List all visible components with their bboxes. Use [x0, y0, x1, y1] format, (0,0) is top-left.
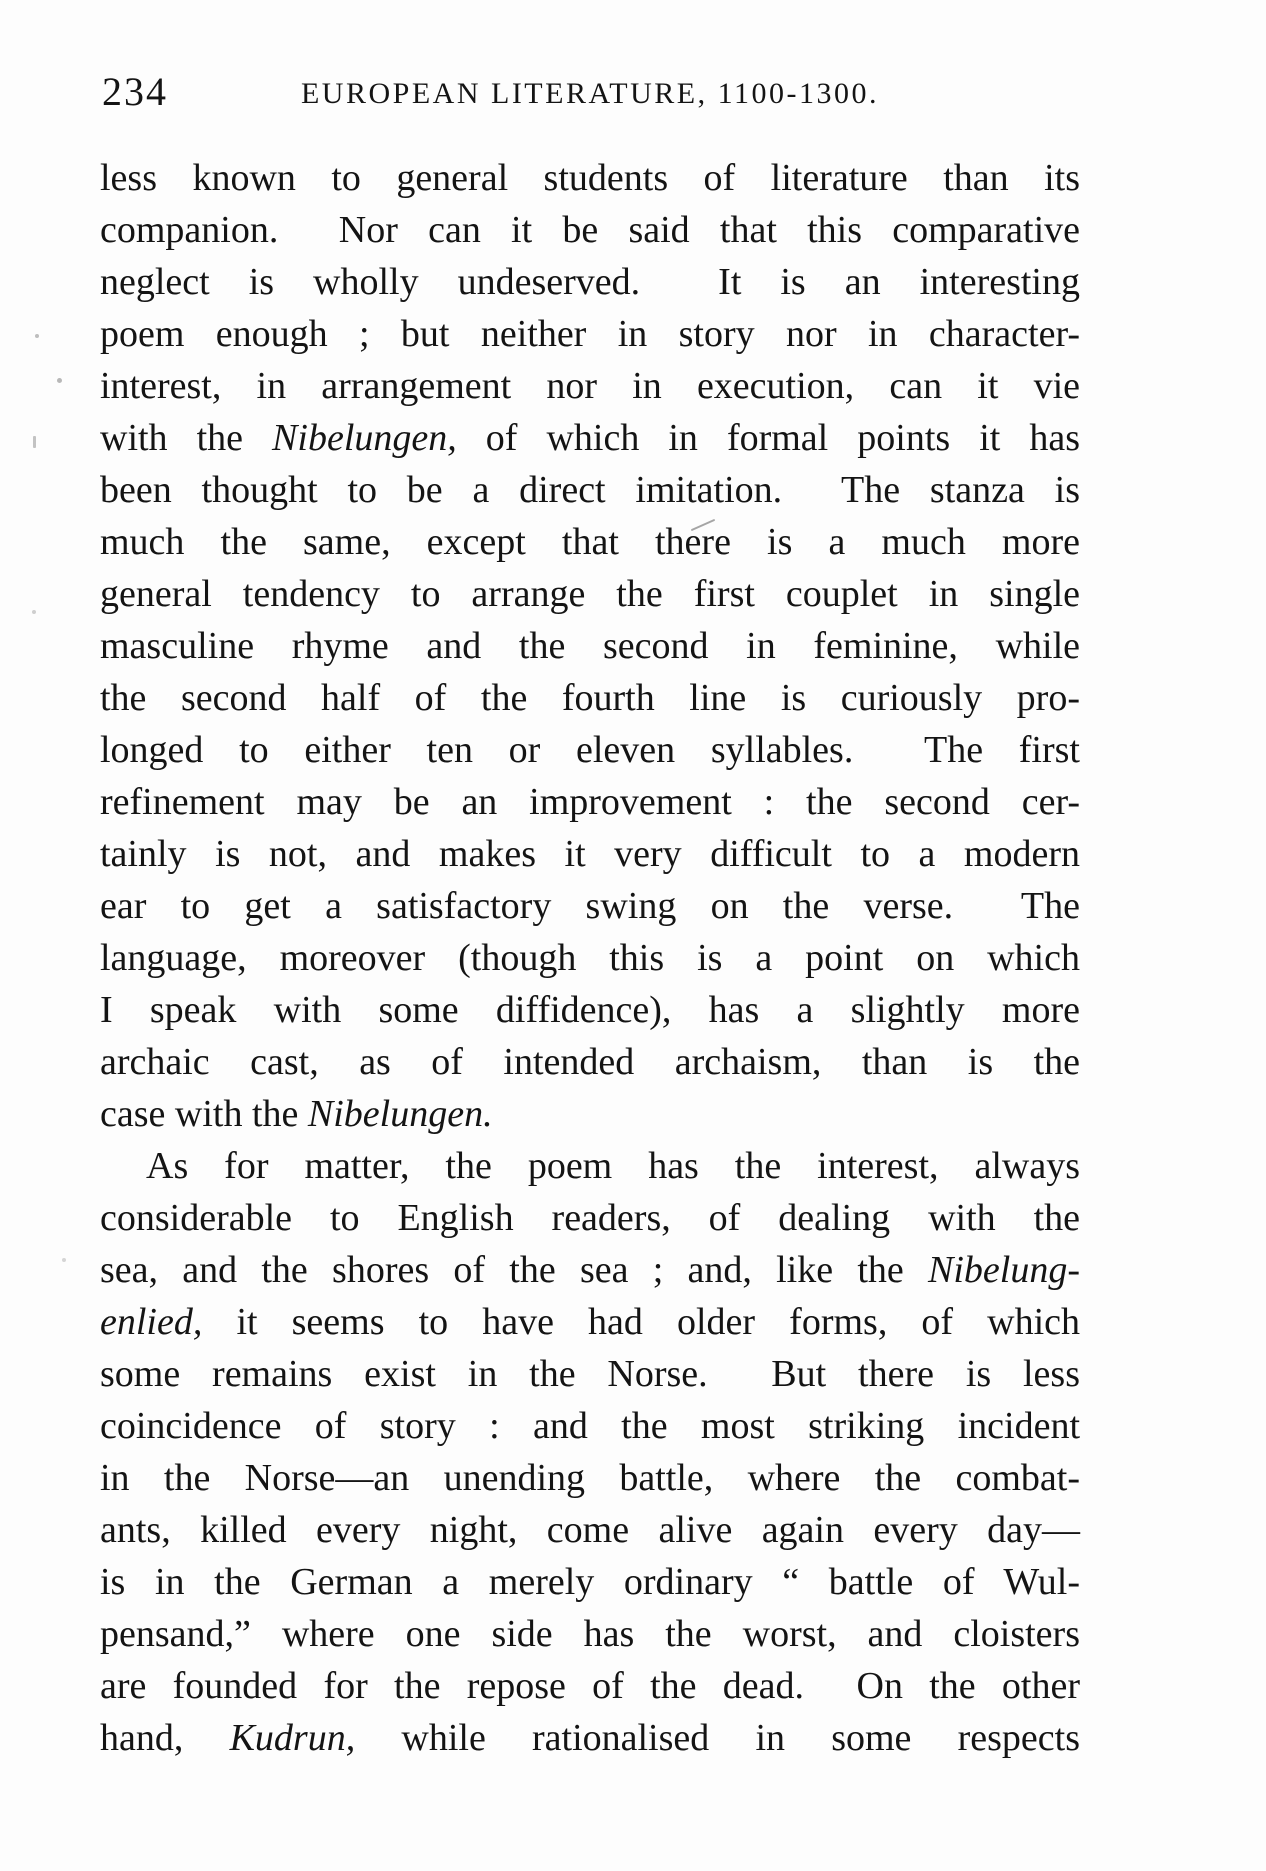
text-line — [100, 620, 1080, 672]
italic-text-run: Kudrun, — [229, 1717, 356, 1759]
text-line — [100, 516, 1080, 568]
paragraph — [100, 152, 1080, 1140]
text-line — [100, 1192, 1080, 1244]
text-run: the second half of the fourth line is curiously pro- — [100, 677, 1080, 719]
scan-speck — [57, 378, 62, 383]
text-line — [100, 1244, 1080, 1296]
text-run: are founded for the repose of the dead. On the other — [100, 1665, 1080, 1707]
text-line — [100, 360, 1080, 412]
text-line — [100, 1088, 1080, 1140]
text-run: masculine rhyme and the second in feminine, while — [100, 625, 1080, 667]
text-line — [100, 1140, 1080, 1192]
text-line — [100, 1556, 1080, 1608]
text-run: of which in formal points it has — [456, 417, 1080, 459]
text-run: As for matter, the poem has the interest, always — [146, 1145, 1080, 1187]
paragraph — [100, 1140, 1080, 1764]
text-line — [100, 1504, 1080, 1556]
text-run: it seems to have had older forms, of which — [202, 1301, 1080, 1343]
text-line — [100, 412, 1080, 464]
text-line — [100, 152, 1080, 204]
text-run: with the — [100, 417, 273, 459]
text-line — [100, 776, 1080, 828]
text-run: longed to either ten or eleven syllables. The first — [100, 729, 1080, 771]
text-run: poem enough ; but neither in story nor in character- — [100, 313, 1080, 355]
text-run: sea, and the shores of the sea ; and, like the — [100, 1249, 929, 1291]
italic-text-run: Nibelungen. — [307, 1093, 493, 1135]
text-line — [100, 568, 1080, 620]
italic-text-run: Nibelungen, — [272, 417, 457, 459]
text-run: ear to get a satisfactory swing on the verse. The — [100, 885, 1080, 927]
text-line — [100, 724, 1080, 776]
text-run: interest, in arrangement nor in execution, can it vie — [100, 365, 1080, 407]
text-line — [100, 1400, 1080, 1452]
page-content — [100, 70, 1080, 1764]
text-line — [100, 1660, 1080, 1712]
scan-speck — [62, 1258, 66, 1262]
text-line — [100, 932, 1080, 984]
text-line — [100, 1608, 1080, 1660]
text-line — [100, 880, 1080, 932]
text-line — [100, 256, 1080, 308]
text-line — [100, 1712, 1080, 1764]
text-run: general tendency to arrange the first couplet in single — [100, 573, 1080, 615]
text-line — [100, 308, 1080, 360]
page-number: 234 — [102, 69, 168, 114]
text-run: case with the — [100, 1093, 308, 1135]
scan-speck — [32, 610, 36, 614]
text-run: pensand,” where one side has the worst, and cloisters — [100, 1613, 1080, 1655]
text-line — [100, 1452, 1080, 1504]
text-line — [100, 672, 1080, 724]
italic-text-run: Nibelung- — [928, 1249, 1080, 1291]
text-run: neglect is wholly undeserved. It is an interesting — [100, 261, 1080, 303]
page-header — [100, 70, 1080, 118]
text-run: companion. Nor can it be said that this comparative — [100, 209, 1080, 251]
text-run: in the Norse—an unending battle, where the combat- — [100, 1457, 1080, 1499]
scan-speck — [33, 436, 36, 448]
text-line — [100, 828, 1080, 880]
italic-text-run: enlied, — [100, 1301, 203, 1343]
text-run: is in the German a merely ordinary “ battle of Wul- — [100, 1561, 1080, 1603]
text-run: while rationalised in some respects — [355, 1717, 1080, 1759]
text-run: coincidence of story : and the most striking incident — [100, 1405, 1080, 1447]
text-run: been thought to be a direct imitation. The stanza is — [100, 469, 1080, 511]
text-line — [100, 1296, 1080, 1348]
text-line — [100, 464, 1080, 516]
text-run: some remains exist in the Norse. But there is less — [100, 1353, 1080, 1395]
text-run: tainly is not, and makes it very difficult to a modern — [100, 833, 1080, 875]
text-line — [100, 984, 1080, 1036]
text-run: ants, killed every night, come alive again every day— — [100, 1509, 1080, 1551]
text-line — [100, 1036, 1080, 1088]
running-title: EUROPEAN LITERATURE, 1100-1300. — [300, 77, 880, 110]
text-run: considerable to English readers, of dealing with the — [100, 1197, 1080, 1239]
text-run: I speak with some diffidence), has a slightly more — [100, 989, 1080, 1031]
text-line — [100, 1348, 1080, 1400]
body-text — [100, 152, 1080, 1764]
text-line — [100, 204, 1080, 256]
scan-speck — [35, 334, 39, 338]
text-run: hand, — [100, 1717, 230, 1759]
text-run: less known to general students of literature than its — [100, 157, 1080, 199]
text-run: archaic cast, as of intended archaism, than is the — [100, 1041, 1080, 1083]
text-run: language, moreover (though this is a point on which — [100, 937, 1080, 979]
text-run: refinement may be an improvement : the second cer- — [100, 781, 1080, 823]
text-run: much the same, except that there is a much more — [100, 521, 1080, 563]
